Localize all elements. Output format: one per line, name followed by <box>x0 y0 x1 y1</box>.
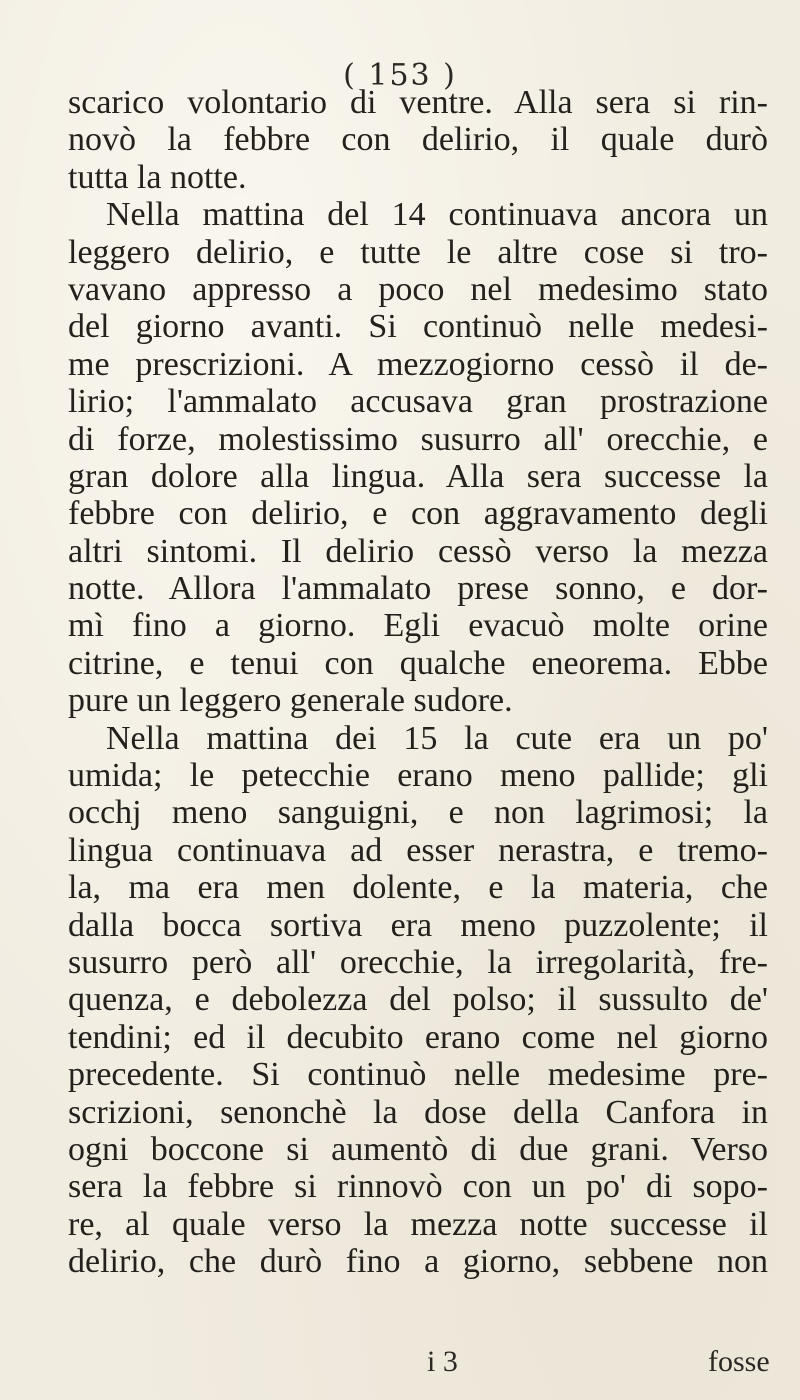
text-line: precedente. Si continuò nelle medesime pre- <box>68 1056 768 1094</box>
text-line: ogni boccone si aumentò di due grani. Verso <box>68 1130 768 1168</box>
text-line: di forze, molestissimo susurro all' orecchie, e <box>68 420 768 458</box>
text-line: lirio; l'ammalato accusava gran prostrazione <box>68 383 768 421</box>
text-line: leggero delirio, e tutte le altre cose si tro- <box>68 233 768 271</box>
text-line: mì fino a giorno. Egli evacuò molte orine <box>68 607 768 645</box>
text-line: Nella mattina del 14 continuava ancora un <box>106 196 768 234</box>
text-line: dalla bocca sortiva era meno puzzolente; il <box>68 906 768 944</box>
text-line: scarico volontario di ventre. Alla sera si rin- <box>68 84 768 121</box>
text-line: tendini; ed il decubito erano come nel giorno <box>68 1018 768 1056</box>
text-line: occhj meno sanguigni, e non lagrimosi; la <box>68 794 768 832</box>
text-line: pure un leggero generale sudore. <box>68 682 513 720</box>
text-line: gran dolore alla lingua. Alla sera successe la <box>68 457 768 495</box>
text-line: umida; le petecchie erano meno pallide; gli <box>68 757 768 795</box>
catchword: fosse <box>708 1345 770 1378</box>
text-line: vavano appresso a poco nel medesimo stato <box>68 270 768 308</box>
text-line: Nella mattina dei 15 la cute era un po' <box>106 719 768 757</box>
text-line: citrine, e tenui con qualche eneorema. Ebbe <box>68 644 768 682</box>
text-line: delirio, che durò fino a giorno, sebbene non <box>68 1243 768 1281</box>
text-line: susurro però all' orecchie, la irregolarità, fre- <box>68 943 768 981</box>
text-line: me prescrizioni. A mezzogiorno cessò il de- <box>68 345 768 383</box>
signature-mark: i 3 <box>427 1345 458 1378</box>
text-line: scrizioni, senonchè la dose della Canfora in <box>68 1093 768 1131</box>
page-number: ( 153 ) <box>343 58 457 93</box>
text-line: tutta la notte. <box>68 158 247 196</box>
text-line: lingua continuava ad esser nerastra, e tremo- <box>68 831 768 869</box>
text-line: altri sintomi. Il delirio cessò verso la mezza <box>68 532 768 570</box>
text-line: la, ma era men dolente, e la materia, che <box>68 869 768 907</box>
body-text <box>68 84 768 1281</box>
text-line: del giorno avanti. Si continuò nelle medesi- <box>68 308 768 346</box>
text-line: quenza, e debolezza del polso; il sussulto de' <box>68 981 768 1019</box>
text-line: notte. Allora l'ammalato prese sonno, e dor- <box>68 570 768 608</box>
text-line: sera la febbre si rinnovò con un po' di sopo- <box>68 1168 768 1206</box>
text-line: febbre con delirio, e con aggravamento degli <box>68 495 768 533</box>
page-footer <box>0 1345 800 1385</box>
text-line: re, al quale verso la mezza notte successe il <box>68 1205 768 1243</box>
text-line: novò la febbre con delirio, il quale durò <box>68 121 768 159</box>
